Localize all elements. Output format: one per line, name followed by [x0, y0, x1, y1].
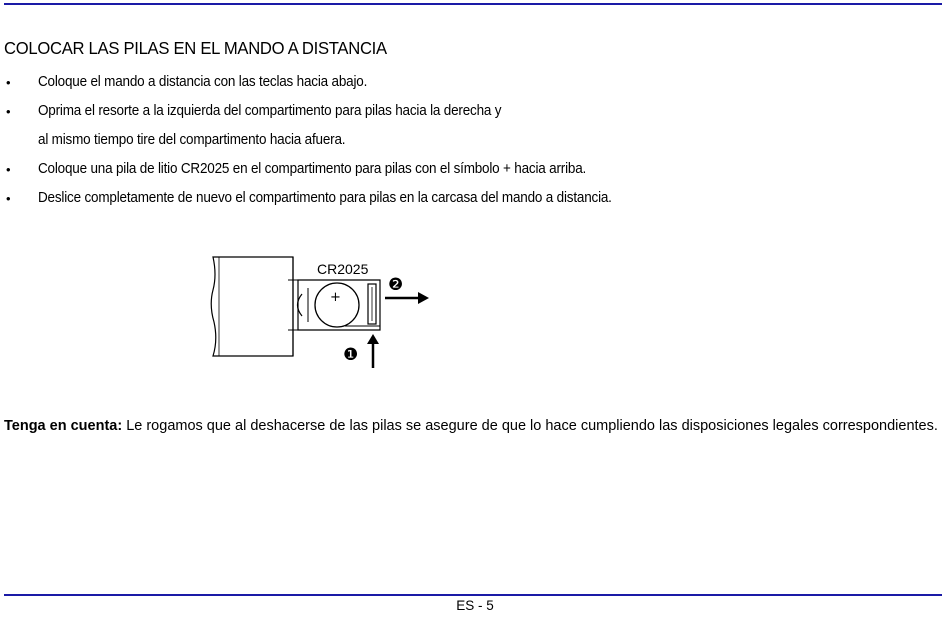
page-title: COLOCAR LAS PILAS EN EL MANDO A DISTANCIA [4, 38, 387, 58]
list-item-text: Oprima el resorte a la izquierda del compartimento para pilas hacia la derecha y [38, 103, 502, 119]
disposal-note [4, 412, 942, 441]
list-item [4, 155, 904, 184]
list-item [4, 68, 904, 97]
instruction-list [4, 68, 904, 213]
list-item-text: Coloque el mando a distancia con las teclas hacia abajo. [38, 74, 368, 90]
bottom-rule [4, 594, 942, 596]
note-text: Le rogamos que al deshacerse de las pilas se asegure de que lo hace cumpliendo las disposiciones legales correspondientes. [122, 418, 938, 434]
step-1-marker: ❶ [343, 345, 359, 365]
list-item-text: Deslice completamente de nuevo el compartimento para pilas en la carcasa del mando a distancia. [38, 190, 612, 206]
list-item [4, 126, 904, 155]
list-item [4, 184, 904, 213]
list-item [4, 97, 904, 126]
bullet-mark: • [6, 104, 11, 119]
top-rule [4, 3, 942, 5]
bullet-mark: • [6, 75, 11, 90]
step-2-marker: ❷ [388, 275, 404, 295]
battery-compartment-diagram [205, 250, 435, 375]
plus-symbol: + [330, 290, 341, 305]
note-heading: Tenga en cuenta: [4, 418, 123, 434]
bullet-mark: • [6, 191, 11, 206]
bullet-mark: • [6, 162, 11, 177]
battery-label: CR2025 [317, 261, 369, 277]
page-number: ES - 5 [456, 598, 494, 613]
list-item-text: Coloque una pila de litio CR2025 en el compartimento para pilas con el símbolo + hacia arriba. [38, 161, 587, 177]
list-item-text: al mismo tiempo tire del compartimento hacia afuera. [38, 132, 346, 148]
